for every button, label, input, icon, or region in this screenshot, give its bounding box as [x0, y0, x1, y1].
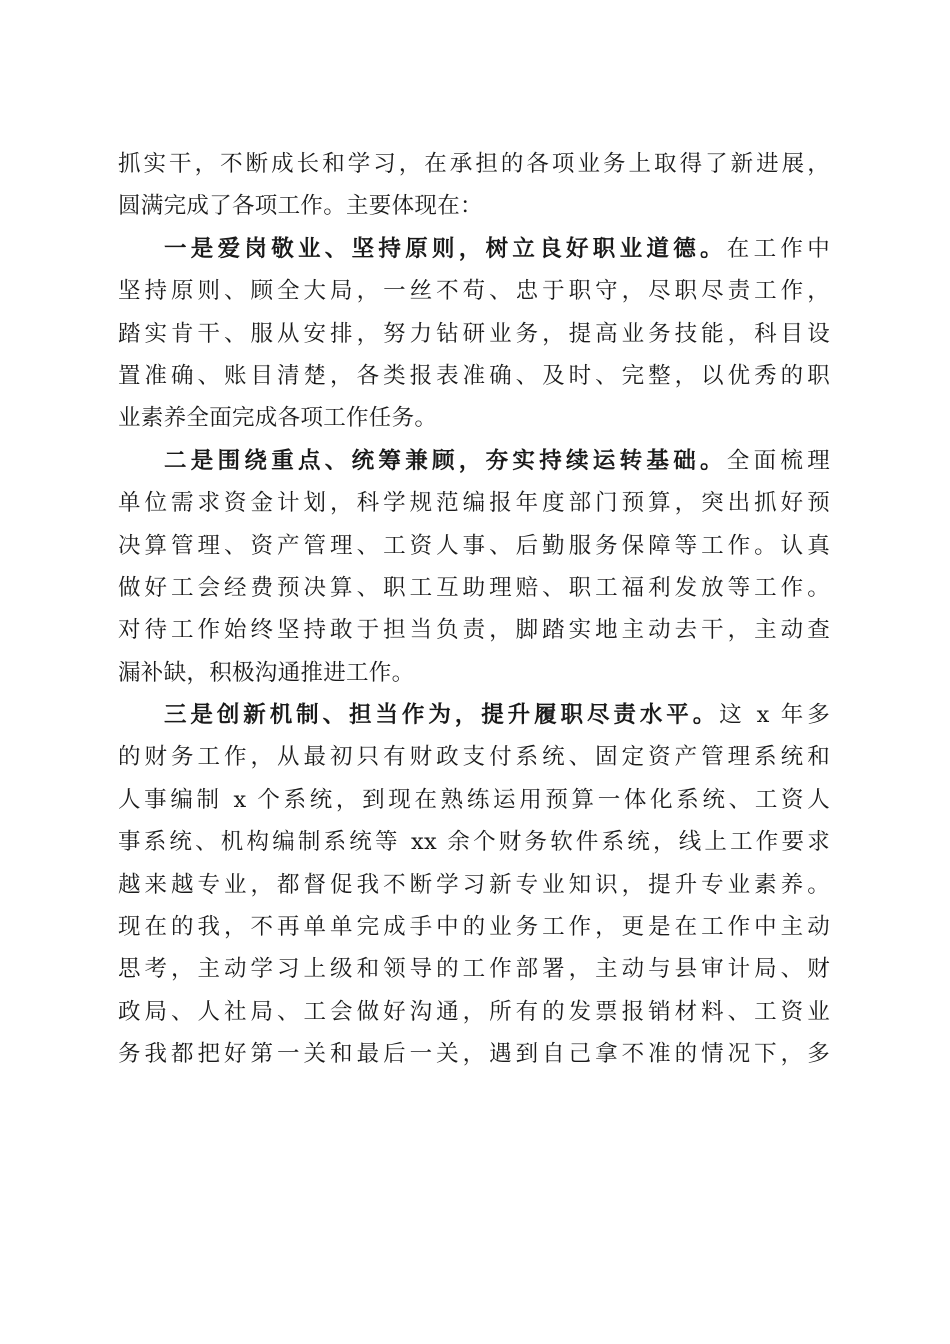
paragraph-0-line-1: 抓实干，不断成长和学习，在承担的各项业务上取得了新进展， [118, 151, 830, 177]
paragraph-3-line-1 [118, 694, 830, 736]
paragraph-3-line-1-rest: 这 x 年多 [719, 702, 830, 729]
paragraph-3-line-2: 的财务工作，从最初只有财政支付系统、固定资产管理系统和 [118, 744, 830, 771]
paragraph-3-line-4: 事系统、机构编制系统等 xx 余个财务软件系统，线上工作要求 [118, 829, 830, 856]
paragraph-3-line-5: 越来越专业，都督促我不断学习新专业知识，提升专业素养。 [118, 871, 830, 898]
paragraph-2-line-4: 做好工会经费预决算、职工互助理赔、职工福利发放等工作。 [118, 574, 830, 601]
paragraph-3-line-9: 务我都把好第一关和最后一关，遇到自己拿不准的情况下，多 [118, 1041, 830, 1068]
paragraph-2-line-5: 对待工作始终坚持敢于担当负责，脚踏实地主动去干，主动查 [118, 617, 830, 644]
paragraph-0-line-2: 圆满完成了各项工作。主要体现在： [118, 193, 483, 220]
paragraph-1-line-5: 业素养全面完成各项工作任务。 [118, 405, 438, 432]
paragraph-1-heading: 一是爱岗敬业、坚持原则，树立良好职业道德。 [164, 235, 727, 262]
document-body [118, 143, 830, 1076]
paragraph-1-line-2: 坚持原则、顾全大局，一丝不苟、忠于职守，尽职尽责工作， [118, 278, 830, 305]
paragraph-3-line-7: 思考，主动学习上级和领导的工作部署，主动与县审计局、财 [118, 956, 830, 983]
paragraph-1-line-1 [118, 228, 830, 270]
paragraph-1-line-4: 置准确、账目清楚，各类报表准确、及时、完整，以优秀的职 [118, 362, 830, 389]
paragraph-2-line-3: 决算管理、资产管理、工资人事、后勤服务保障等工作。认真 [118, 532, 830, 559]
paragraph-2-line-6: 漏补缺，积极沟通推进工作。 [118, 659, 415, 686]
paragraph-2-line-1 [118, 440, 830, 482]
paragraph-1-line-3: 踏实肯干、服从安排，努力钻研业务，提高业务技能，科目设 [118, 320, 830, 347]
paragraph-3-line-3: 人事编制 x 个系统，到现在熟练运用预算一体化系统、工资人 [118, 786, 830, 813]
paragraph-3-heading: 三是创新机制、担当作为，提升履职尽责水平。 [164, 702, 720, 729]
paragraph-2-line-1-rest: 全面梳理 [726, 447, 830, 474]
paragraph-2-line-2: 单位需求资金计划，科学规范编报年度部门预算，突出抓好预 [118, 490, 830, 517]
paragraph-3-line-6: 现在的我，不再单单完成手中的业务工作，更是在工作中主动 [118, 914, 830, 941]
paragraph-3-line-8: 政局、人社局、工会做好沟通，所有的发票报销材料、工资业 [118, 998, 830, 1025]
paragraph-1-line-1-rest: 在工作中 [726, 235, 830, 262]
paragraph-2-heading: 二是围绕重点、统筹兼顾，夯实持续运转基础。 [164, 447, 727, 474]
